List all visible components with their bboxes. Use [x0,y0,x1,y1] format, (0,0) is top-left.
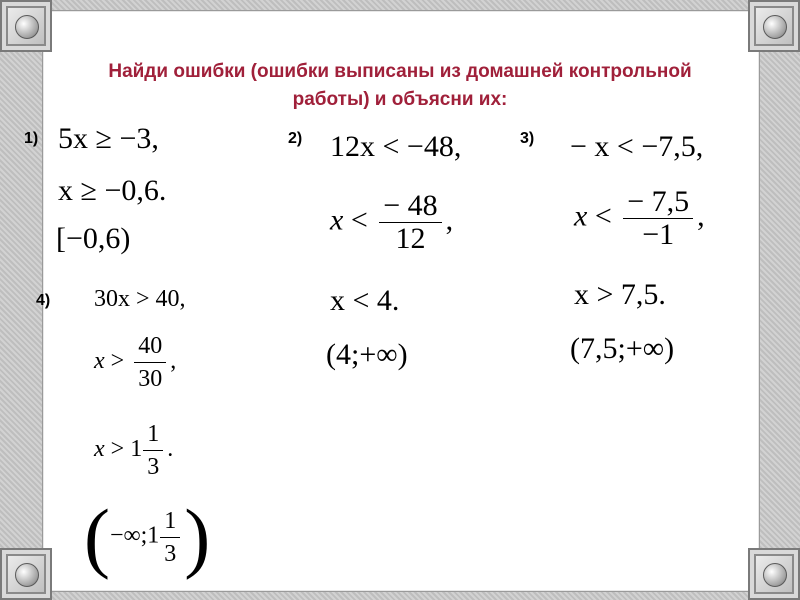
slide-title [50,58,750,114]
task-1-inequality: 5x ≥ −3, [58,122,159,155]
title-line-2: работы) и объясни их: [292,89,508,110]
task-2-inequality: 12x < −48, [330,130,462,163]
corner-ornament-bottom-right [748,548,800,600]
fraction-denominator: 3 [164,540,177,567]
rivet-icon [763,563,787,587]
mixed-whole: 1 [130,436,143,463]
title-line-1: Найди ошибки (ошибки выписаны из домашней контрольной [108,61,692,82]
task-3-fraction [623,186,693,251]
fraction-numerator: − 48 [379,190,441,223]
interval-start: −∞;1 [109,522,160,549]
corner-ornament-bottom-left [0,548,52,600]
fraction-denominator: −1 [642,218,675,251]
rivet-icon [763,15,787,39]
task-3-inequality: − x < −7,5, [570,130,704,163]
task-2-fraction [379,190,441,255]
task-4-fraction-step: x > $\frac{40}{30}$ , [94,330,176,395]
fraction-numerator: 40 [134,330,166,363]
fraction-numerator: 1 [143,418,163,451]
task-3-number: 3) [520,130,535,147]
task-4-interval-fraction [160,505,180,570]
task-2-number: 2) [288,130,303,147]
fraction-denominator: 30 [138,366,163,392]
fraction-denominator: 3 [147,454,160,480]
task-1-interval: [−0,6) [56,222,131,255]
task-4-mixed-fraction [143,418,163,483]
task-2-fraction-step: x < $\frac{- 48}{12}$ , [330,189,454,255]
task-4-inequality: 30x > 40, [94,286,186,312]
fraction-numerator: 1 [160,505,180,538]
task-1-solution: x ≥ −0,6. [58,174,167,207]
task-3-interval: (7,5;+∞) [570,332,675,365]
task-4-number: 4) [36,292,51,309]
task-2-interval: (4;+∞) [326,338,408,371]
task-1-number: 1) [24,130,39,147]
task-2-solution: x < 4. [330,284,400,317]
corner-ornament-top-right [748,0,800,52]
task-3-solution: x > 7,5. [574,278,666,311]
task-4-interval: (−∞;1 $\frac{1}{3}$ ) [84,493,211,580]
rivet-icon [15,15,39,39]
task-4-solution: x > 1 $\frac{1}{3}$ . [94,418,173,483]
task-4-fraction [134,330,166,395]
task-3-fraction-step: x < $\frac{- 7,5}{-1}$ , [574,185,705,251]
corner-ornament-top-left [0,0,52,52]
rivet-icon [15,563,39,587]
fraction-numerator: − 7,5 [623,186,693,219]
fraction-denominator: 12 [395,222,426,255]
